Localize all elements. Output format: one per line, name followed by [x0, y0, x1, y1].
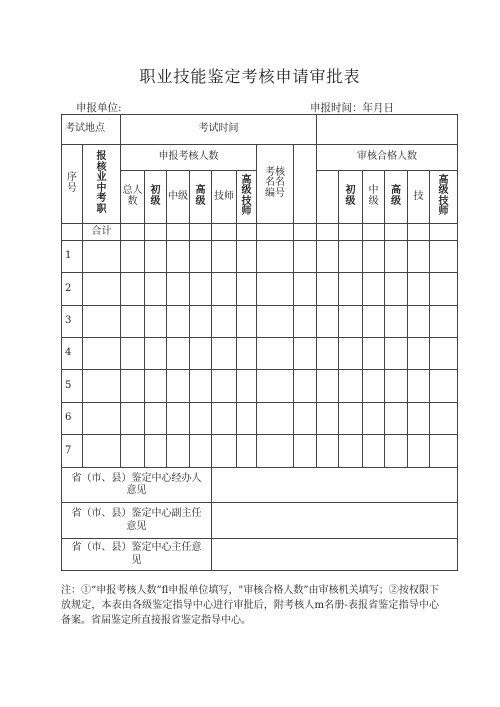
- apply-col-senior: 高级: [190, 171, 212, 224]
- entry-cell[interactable]: [83, 435, 121, 468]
- entry-cell[interactable]: [237, 306, 257, 338]
- entry-cell[interactable]: [212, 370, 237, 403]
- entry-cell[interactable]: [121, 273, 145, 306]
- entry-cell[interactable]: [408, 273, 430, 306]
- entry-cell[interactable]: [121, 403, 145, 435]
- entry-cell[interactable]: [190, 241, 212, 273]
- total-cell[interactable]: [257, 224, 294, 241]
- entry-cell[interactable]: [430, 370, 458, 403]
- entry-cell[interactable]: [83, 306, 121, 338]
- apply-col-technician: 技师: [212, 171, 237, 224]
- entry-cell[interactable]: [385, 306, 408, 338]
- table-row: [62, 241, 458, 273]
- entry-cell[interactable]: [430, 306, 458, 338]
- entry-cell[interactable]: [167, 306, 190, 338]
- entry-cell[interactable]: [408, 403, 430, 435]
- total-cell[interactable]: [317, 224, 339, 241]
- entry-cell[interactable]: [317, 338, 339, 370]
- entry-cell[interactable]: [83, 338, 121, 370]
- apply-col-total: 总人数: [121, 171, 145, 224]
- entry-cell[interactable]: [363, 273, 385, 306]
- total-label: 合计: [83, 224, 121, 241]
- entry-cell[interactable]: [363, 435, 385, 468]
- entry-cell[interactable]: [317, 306, 339, 338]
- entry-cell[interactable]: [257, 435, 294, 468]
- entry-cell[interactable]: [294, 273, 317, 306]
- apply-count-group: 申报考核人数: [121, 145, 257, 171]
- entry-cell[interactable]: [167, 370, 190, 403]
- entry-cell[interactable]: [430, 241, 458, 273]
- row-number: 2: [62, 273, 83, 306]
- apply-col-junior: 初级: [145, 171, 167, 224]
- deputy-director-opinion-label: 省（市、县）鉴定中心副主任意见: [62, 503, 212, 539]
- total-cell[interactable]: [121, 224, 145, 241]
- entry-cell[interactable]: [83, 273, 121, 306]
- entry-cell[interactable]: [339, 273, 363, 306]
- entry-cell[interactable]: [339, 403, 363, 435]
- row-number: 3: [62, 306, 83, 338]
- total-cell[interactable]: [190, 224, 212, 241]
- entry-cell[interactable]: [167, 435, 190, 468]
- entry-cell[interactable]: [190, 338, 212, 370]
- entry-cell[interactable]: [83, 241, 121, 273]
- entry-cell[interactable]: [190, 370, 212, 403]
- entry-cell[interactable]: [430, 403, 458, 435]
- entry-cell[interactable]: [237, 370, 257, 403]
- table-row: [62, 338, 458, 370]
- row-number: 4: [62, 338, 83, 370]
- seq-header: 序号: [62, 145, 83, 224]
- approve-col-senior: 高级: [385, 171, 408, 224]
- entry-cell[interactable]: [83, 370, 121, 403]
- entry-cell[interactable]: [317, 273, 339, 306]
- entry-cell[interactable]: [121, 370, 145, 403]
- entry-cell[interactable]: [257, 306, 294, 338]
- entry-cell[interactable]: [237, 403, 257, 435]
- entry-cell[interactable]: [190, 306, 212, 338]
- apply-col-intermediate: 中级: [167, 171, 190, 224]
- entry-cell[interactable]: [430, 338, 458, 370]
- entry-cell[interactable]: [212, 273, 237, 306]
- handler-opinion-label: 省（市、县）鉴定中心经办人意见: [62, 468, 212, 503]
- entry-cell[interactable]: [339, 435, 363, 468]
- entry-cell[interactable]: [212, 403, 237, 435]
- entry-cell[interactable]: [294, 306, 317, 338]
- entry-cell[interactable]: [294, 241, 317, 273]
- entry-cell[interactable]: [121, 435, 145, 468]
- entry-cell[interactable]: [167, 338, 190, 370]
- entry-cell[interactable]: [430, 435, 458, 468]
- entry-cell[interactable]: [190, 273, 212, 306]
- entry-cell[interactable]: [363, 306, 385, 338]
- entry-cell[interactable]: [145, 435, 167, 468]
- entry-cell[interactable]: [237, 241, 257, 273]
- footnote: 注：①“申报考核人数”fl申报单位填写，"审核合格人数”由审核机关填写；②按权限下放规定，本表由各级鉴定指导中心进行审批后，附考核人m名册-表报省鉴定指导中心备案。省届鉴定所直接报省鉴定指导中心。: [61, 585, 439, 626]
- entry-cell[interactable]: [212, 338, 237, 370]
- total-cell[interactable]: [145, 224, 167, 241]
- approve-col-intermediate: 中级: [363, 171, 385, 224]
- entry-cell[interactable]: [408, 370, 430, 403]
- entry-cell[interactable]: [339, 241, 363, 273]
- row-number: 7: [62, 435, 83, 468]
- entry-cell[interactable]: [237, 435, 257, 468]
- entry-cell[interactable]: [317, 370, 339, 403]
- entry-cell[interactable]: [363, 370, 385, 403]
- entry-cell[interactable]: [430, 273, 458, 306]
- total-cell[interactable]: [339, 224, 363, 241]
- table-row: [62, 306, 458, 338]
- entry-cell[interactable]: [385, 403, 408, 435]
- total-cell[interactable]: [408, 224, 430, 241]
- row-number: 1: [62, 241, 83, 273]
- entry-cell[interactable]: [339, 370, 363, 403]
- entry-cell[interactable]: [237, 273, 257, 306]
- entry-cell[interactable]: [121, 338, 145, 370]
- entry-cell[interactable]: [145, 306, 167, 338]
- approve-col-blank: [317, 171, 339, 224]
- entry-cell[interactable]: [212, 241, 237, 273]
- entry-cell[interactable]: [317, 403, 339, 435]
- entry-cell[interactable]: [237, 338, 257, 370]
- total-cell[interactable]: [212, 224, 237, 241]
- total-cell[interactable]: [294, 224, 317, 241]
- total-blank: [62, 224, 83, 241]
- entry-cell[interactable]: [145, 273, 167, 306]
- director-opinion-field[interactable]: [212, 539, 458, 571]
- entry-cell[interactable]: [121, 241, 145, 273]
- entry-cell[interactable]: [294, 435, 317, 468]
- table-row: [62, 435, 458, 468]
- table-row: [62, 273, 458, 306]
- entry-cell[interactable]: [408, 338, 430, 370]
- entry-cell[interactable]: [121, 306, 145, 338]
- approve-col-tech: 技: [408, 171, 430, 224]
- form-title: 职业技能鉴定考核申请审批表: [139, 67, 361, 86]
- entry-cell[interactable]: [167, 241, 190, 273]
- entry-cell[interactable]: [257, 338, 294, 370]
- entry-cell[interactable]: [363, 241, 385, 273]
- entry-cell[interactable]: [385, 241, 408, 273]
- total-cell[interactable]: [430, 224, 458, 241]
- exam-place-label: 考试地点: [62, 115, 121, 145]
- entry-cell[interactable]: [363, 403, 385, 435]
- total-cell[interactable]: [237, 224, 257, 241]
- deputy-director-opinion-field[interactable]: [212, 503, 458, 539]
- entry-cell[interactable]: [257, 403, 294, 435]
- entry-cell[interactable]: [385, 370, 408, 403]
- entry-cell[interactable]: [408, 241, 430, 273]
- entry-cell[interactable]: [212, 435, 237, 468]
- entry-cell[interactable]: [167, 273, 190, 306]
- applicant-unit-label: 申报单位:: [76, 102, 122, 114]
- director-opinion-label: 省（市、县）鉴定中心主任意见: [62, 539, 212, 571]
- approval-table: [61, 114, 458, 571]
- entry-cell[interactable]: [145, 241, 167, 273]
- occupation-header: 报核业中考职: [83, 145, 121, 224]
- entry-cell[interactable]: [257, 273, 294, 306]
- entry-cell[interactable]: [385, 273, 408, 306]
- exam-time-label: 考试时间: [121, 115, 317, 145]
- application-date-label: 申报时间：年月日: [310, 102, 394, 114]
- entry-cell[interactable]: [339, 338, 363, 370]
- approve-col-senior-technician: 高级技师: [430, 171, 458, 224]
- table-row: [62, 403, 458, 435]
- handler-opinion-field[interactable]: [212, 468, 458, 503]
- entry-cell[interactable]: [385, 435, 408, 468]
- total-cell[interactable]: [363, 224, 385, 241]
- table-row: [62, 370, 458, 403]
- total-cell[interactable]: [385, 224, 408, 241]
- apply-col-senior-technician: 高级技师: [237, 171, 257, 224]
- entry-cell[interactable]: [145, 403, 167, 435]
- entry-cell[interactable]: [294, 338, 317, 370]
- entry-cell[interactable]: [257, 241, 294, 273]
- entry-cell[interactable]: [294, 403, 317, 435]
- entry-cell[interactable]: [339, 306, 363, 338]
- exam-time-cell[interactable]: [317, 115, 458, 145]
- entry-cell[interactable]: [317, 241, 339, 273]
- exam-code-header: 考核名名编号: [257, 145, 294, 224]
- entry-cell[interactable]: [257, 370, 294, 403]
- entry-cell[interactable]: [317, 435, 339, 468]
- row-number: 5: [62, 370, 83, 403]
- entry-cell[interactable]: [167, 403, 190, 435]
- entry-cell[interactable]: [83, 403, 121, 435]
- entry-cell[interactable]: [294, 370, 317, 403]
- row-number: 6: [62, 403, 83, 435]
- entry-cell[interactable]: [190, 435, 212, 468]
- entry-cell[interactable]: [190, 403, 212, 435]
- entry-cell[interactable]: [408, 435, 430, 468]
- entry-cell[interactable]: [363, 338, 385, 370]
- approved-count-group: 审核合格人数: [317, 145, 458, 171]
- approve-col-junior: 初级: [339, 171, 363, 224]
- total-cell[interactable]: [167, 224, 190, 241]
- entry-cell[interactable]: [408, 306, 430, 338]
- blank-header: [294, 145, 317, 224]
- entry-cell[interactable]: [385, 338, 408, 370]
- entry-cell[interactable]: [145, 338, 167, 370]
- entry-cell[interactable]: [145, 370, 167, 403]
- entry-cell[interactable]: [212, 306, 237, 338]
